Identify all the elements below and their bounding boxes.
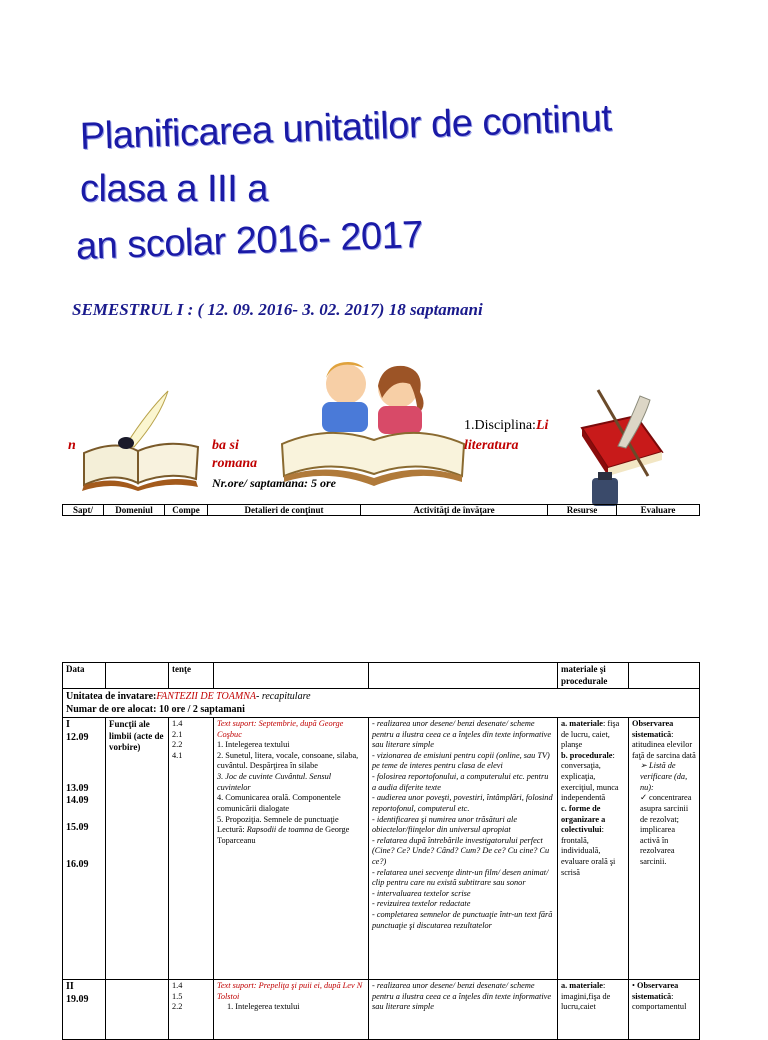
col-header-domain: Domeniul xyxy=(104,505,165,516)
red-book-quill-illustration xyxy=(578,386,668,512)
fragment-literatura: literatura xyxy=(464,438,519,453)
domain-cell xyxy=(106,980,169,1040)
resource-organization-label: c. forme de organizare a colectivului xyxy=(561,803,606,835)
evaluation-observation xyxy=(632,719,696,761)
date-item: 12.09 xyxy=(66,731,89,743)
text-suport: Text suport: Septembrie, după George Coşbuc xyxy=(217,719,344,739)
lectura-title: Rapsodii de toamna xyxy=(246,825,314,835)
evaluation-criteria: ✓ concentrarea asupra sarcinii de rezolvat; implicarea activă în rezolvarea sarcinii. xyxy=(640,793,692,866)
week-number: I xyxy=(66,719,70,731)
book-quill-illustration xyxy=(76,383,206,493)
col-header-week: Sapt/ xyxy=(63,505,104,516)
date-item: 14.09 xyxy=(66,795,89,807)
col-header-blank-5 xyxy=(369,663,558,689)
col-header-details: Detalieri de conţinut xyxy=(208,505,361,516)
detail-item: 4. Comunicarea orală. Componentele comunicării dialogate xyxy=(217,793,341,813)
table-header-top xyxy=(62,504,700,516)
activity-item: - identificarea şi numirea unor trăsături ale obiectelor/fiinţelor din universul apropiat xyxy=(372,814,518,835)
resources-cell xyxy=(558,718,629,980)
col-header-date: Data xyxy=(63,663,106,689)
activities-cell xyxy=(369,980,558,1040)
date-item: 15.09 xyxy=(66,822,89,834)
unit-suffix: - recapitulare xyxy=(256,691,311,703)
resource-materials xyxy=(561,981,625,1013)
detail-item: 1. Intelegerea textului xyxy=(227,1002,300,1012)
activity-item: - realizarea unor desene/ benzi desenate/ scheme pentru a ilustra ceea ce a înţeles din texte informative sau literare simple xyxy=(372,719,552,750)
col-header-blank-2 xyxy=(106,663,169,689)
lectura-author: de George Toparceanu xyxy=(217,825,350,845)
col-header-activities: Activităţi de învăţare xyxy=(361,505,548,516)
title-line-2: clasa a III a xyxy=(80,168,268,210)
detail-item: 1. Intelegerea textului xyxy=(217,740,290,750)
activity-item: - folosirea reportofonului, a computerului etc. pentru a audia diferite texte xyxy=(372,772,549,792)
activity-item: - realizarea unor desene/ benzi desenate/ scheme pentru a ilustra ceea ce a înţeles din texte informative sau literare simple xyxy=(372,981,552,1012)
col-header-resources-cont: materiale şi procedurale xyxy=(558,663,629,689)
fragment-n: n xyxy=(68,438,76,453)
unit-name: FANTEZII DE TOAMNA xyxy=(156,691,256,703)
discipline-label: 1.Disciplina: xyxy=(464,418,536,433)
date-item: 13.09 xyxy=(66,782,89,794)
activity-item: - relatarea după întrebările investigatorului perfect (Cine? Ce? Unde? Când? Cum? De ce? Cu cine? Cu ce?) xyxy=(372,835,550,866)
resource-materials xyxy=(561,719,625,751)
resource-materials-text: : fişa de lucru, caiet, planşe xyxy=(561,719,620,750)
week-cell xyxy=(63,980,106,1040)
detail-item: 5. Propoziţia. Semnele de punctuaţie xyxy=(217,814,339,824)
resource-materials-text: : imagini,fişa de lucru,caiet xyxy=(561,981,611,1012)
competence-code: 2.1 xyxy=(172,729,183,739)
competence-cell xyxy=(169,718,214,980)
unit-label: Unitatea de invatare: xyxy=(66,691,157,703)
evaluation-observation: • Observarea sistematică: comportamentul xyxy=(632,981,687,1012)
resource-procedural-label: b. procedurale xyxy=(561,750,613,760)
unit-row xyxy=(63,689,700,718)
competence-code: 2.2 xyxy=(172,740,183,750)
evaluation-text: : comportamentul xyxy=(632,991,687,1012)
competence-code: 1.4 xyxy=(172,981,183,991)
detail-item: 3. Joc de cuvinte Cuvântul. Sensul cuvintelor xyxy=(217,772,332,792)
table-header-bottom xyxy=(63,663,700,689)
competence-code: 1.5 xyxy=(172,991,183,1001)
competence-code: 4.1 xyxy=(172,750,183,760)
discipline-value: Li xyxy=(535,418,549,433)
evaluation-cell xyxy=(629,718,700,980)
activity-item: - revizuirea textelor redactate xyxy=(372,899,471,909)
unit-hours: Numar de ore alocat: 10 ore / 2 saptamani xyxy=(66,704,245,716)
hours-per-week: Nr.ore/ saptamana: 5 ore xyxy=(212,476,337,490)
domain-cell: Funcţii ale limbii (acte de vorbire) xyxy=(106,718,169,980)
activity-item: - audierea unor poveşti, povestiri, întâmplări, folosind reportofonul, computerul etc. xyxy=(372,793,553,813)
resource-procedural-text: : conversaţia, explicaţia, exerciţiul, munca independentă xyxy=(561,750,619,803)
col-header-evaluation: Evaluare xyxy=(617,505,700,516)
resources-cell xyxy=(558,980,629,1040)
evaluation-checklist: ➢ Listă de verificare (da, nu): xyxy=(640,761,688,792)
title-line-1: Planificarea unitatilor de continut xyxy=(79,97,613,158)
col-header-comp: Compe xyxy=(165,505,208,516)
fragment-romana: romana xyxy=(212,456,258,471)
detail-item: 2. Sunetul, litera, vocale, consoane, silaba, cuvântul. Despărţirea în silabe xyxy=(217,750,359,771)
col-header-resources: Resurse xyxy=(548,505,617,516)
details-cell xyxy=(214,718,369,980)
table-row xyxy=(63,980,700,1040)
date-item: 19.09 xyxy=(66,993,89,1005)
activities-cell xyxy=(369,718,558,980)
fragment-ba-si: ba si xyxy=(212,438,239,453)
resource-materials-label: a. materiale xyxy=(561,719,603,729)
table-row xyxy=(63,718,700,980)
details-cell xyxy=(214,980,369,1040)
unit-title xyxy=(66,690,696,703)
col-header-blank-7 xyxy=(629,663,700,689)
activity-item: - intervaluarea textelor scrise xyxy=(372,888,471,898)
lectura-line xyxy=(217,825,365,846)
competence-cell xyxy=(169,980,214,1040)
evaluation-label: Observarea sistematică xyxy=(632,981,679,1001)
resource-organization xyxy=(561,804,625,878)
activity-item: - vizionarea de emisiuni pentru copii (online, sau TV) pe teme de interes pentru clasa de elevi xyxy=(372,750,550,771)
competence-code: 2.2 xyxy=(172,1002,183,1012)
evaluation-text: : atitudinea elevilor faţă de sarcina dată xyxy=(632,729,696,760)
text-suport: Text suport: Prepeliţa şi puii ei, după Lev N Tolstoi xyxy=(217,981,363,1001)
week-cell xyxy=(63,718,106,980)
resource-procedural xyxy=(561,751,625,804)
activity-item: - completarea semnelor de punctuaţie într-un text fără punctuaţie şi discutarea rezultatelor xyxy=(372,910,553,930)
lectura-label: Lectură: xyxy=(217,825,247,835)
activity-item: - relatarea unei secvenţe dintr-un film/ desen animat/ clip pentru care nu există subtitrare sau sonor xyxy=(372,867,549,888)
resource-materials-label: a. materiale xyxy=(561,981,603,991)
evaluation-cell xyxy=(629,980,700,1040)
discipline-line xyxy=(464,418,548,434)
competence-code: 1.4 xyxy=(172,719,183,729)
title-line-3: an scolar 2016- 2017 xyxy=(75,213,424,268)
date-item: 16.09 xyxy=(66,859,89,871)
col-header-comp-cont: tenţe xyxy=(169,663,214,689)
col-header-blank-4 xyxy=(214,663,369,689)
planning-table xyxy=(62,662,700,1040)
evaluation-label: Observarea sistematică xyxy=(632,719,674,739)
children-reading-illustration xyxy=(278,358,468,490)
resource-organization-text: : frontală, individuală, evaluare orală şi scrisă xyxy=(561,825,616,877)
semester-heading: SEMESTRUL I : ( 12. 09. 2016- 3. 02. 2017) 18 saptamani xyxy=(72,300,483,319)
week-number: II xyxy=(66,981,74,993)
